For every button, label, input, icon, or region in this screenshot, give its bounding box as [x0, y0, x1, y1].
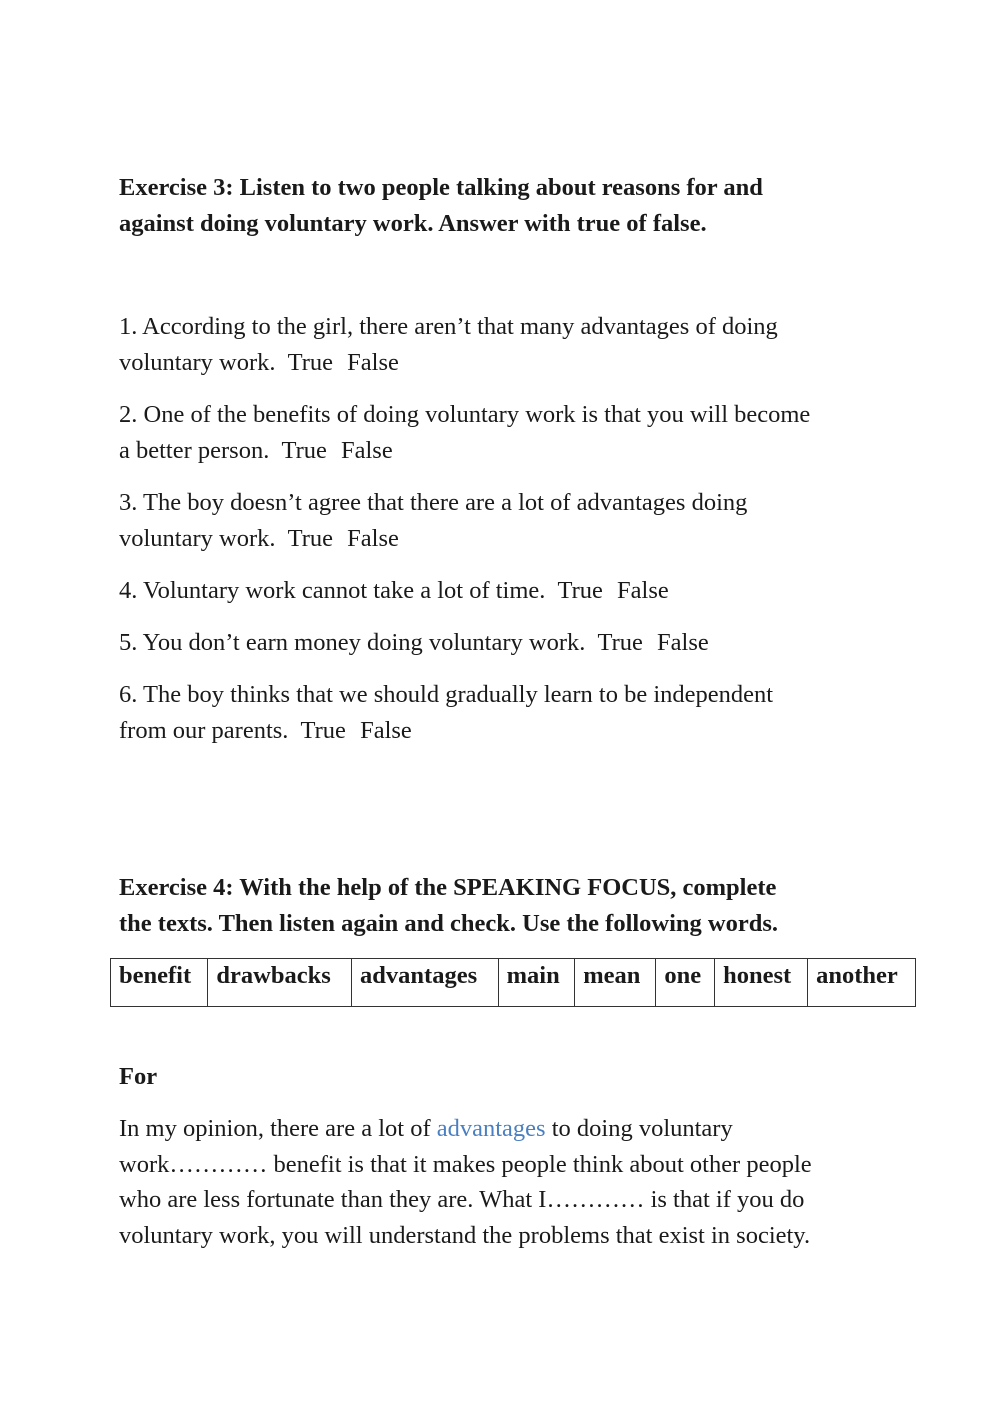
word-bank-cell: honest [715, 959, 808, 1007]
for-text-line1-before: In my opinion, there are a lot of [119, 1115, 431, 1142]
gap-answer-advantages[interactable]: advantages [436, 1115, 546, 1142]
question-1-text-line2: voluntary work. [119, 349, 276, 376]
question-2-text-line1: 2. One of the benefits of doing voluntary work is that you will become [119, 401, 811, 428]
question-2-true-option[interactable]: True [281, 437, 327, 464]
question-3-text-line2: voluntary work. [119, 525, 276, 552]
question-5-text-line1: 5. You don’t earn money doing voluntary work. [119, 629, 586, 656]
for-text-line4: voluntary work, you will understand the problems that exist in society. [119, 1221, 811, 1249]
question-5 [119, 625, 899, 661]
exercise-3-heading-line1: Exercise 3: Listen to two people talking about reasons for and [119, 174, 763, 201]
question-1-text-line1: 1. According to the girl, there aren’t that many advantages of doing [119, 313, 778, 340]
question-5-false-option[interactable]: False [657, 629, 709, 656]
word-bank-cell: main [498, 959, 575, 1007]
word-bank-cell: another [808, 959, 916, 1007]
question-3-text-line1: 3. The boy doesn’t agree that there are a lot of advantages doing [119, 489, 748, 516]
question-1-true-option[interactable]: True [287, 349, 334, 376]
question-1-false-option[interactable]: False [347, 349, 399, 376]
for-text-line1-after: to doing voluntary [551, 1115, 733, 1142]
exercise-3-heading [119, 170, 899, 242]
question-4 [119, 573, 899, 609]
for-section-heading: For [119, 1063, 158, 1090]
exercise-3-heading-line2: against doing voluntary work. Answer with true of false. [119, 210, 707, 237]
for-text-line3: who are less fortunate than they are. What I………… is that if you do [119, 1186, 805, 1213]
question-3 [119, 485, 899, 557]
exercise-4-heading-line2: the texts. Then listen again and check. Use the following words. [119, 910, 779, 937]
question-5-true-option[interactable]: True [597, 629, 643, 656]
word-bank-cell: mean [575, 959, 656, 1007]
word-bank-cell: drawbacks [208, 959, 352, 1007]
question-6-true-option[interactable]: True [300, 717, 346, 744]
word-bank-row [111, 959, 916, 1007]
question-6 [119, 677, 899, 749]
exercise-4-heading-line1: Exercise 4: With the help of the SPEAKING FOCUS, complete [119, 874, 777, 901]
question-3-false-option[interactable]: False [347, 525, 399, 552]
question-6-text-line1: 6. The boy thinks that we should gradually learn to be independent [119, 681, 774, 708]
question-1 [119, 309, 899, 381]
word-bank-table [110, 958, 916, 1007]
word-bank-cell: advantages [352, 959, 499, 1007]
question-4-text-line1: 4. Voluntary work cannot take a lot of time. [119, 577, 546, 604]
word-bank-cell: benefit [111, 959, 208, 1007]
exercise-4-heading [119, 870, 899, 942]
for-section-text [119, 1111, 909, 1253]
true-false-question-list [119, 309, 899, 765]
word-bank-cell: one [656, 959, 715, 1007]
question-6-false-option[interactable]: False [360, 717, 412, 744]
question-6-text-line2: from our parents. [119, 717, 289, 744]
question-2-false-option[interactable]: False [340, 437, 393, 464]
question-4-false-option[interactable]: False [617, 577, 669, 604]
question-2 [119, 397, 899, 469]
question-2-text-line2: a better person. [119, 437, 270, 464]
for-text-line2: work………… benefit is that it makes people think about other people [119, 1150, 812, 1178]
question-4-true-option[interactable]: True [557, 577, 603, 604]
question-3-true-option[interactable]: True [287, 525, 334, 552]
